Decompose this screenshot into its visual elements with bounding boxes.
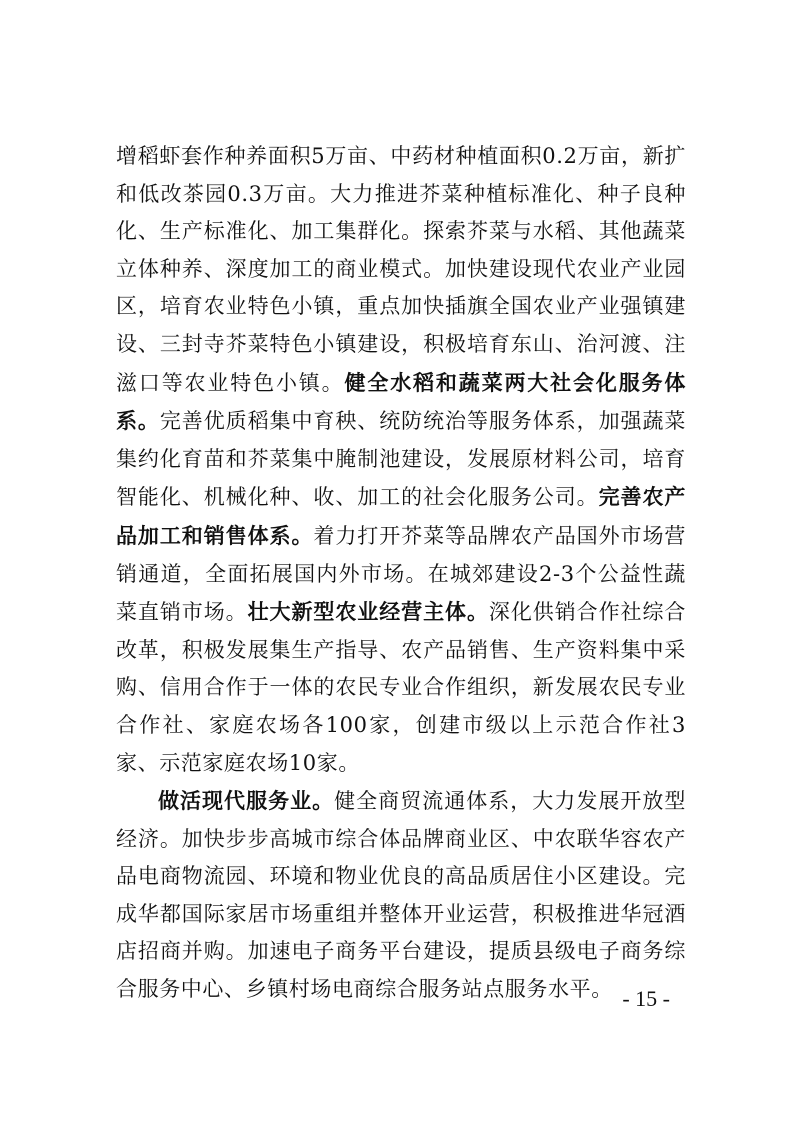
paragraph-text: 完善优质稻集中育秧、统防统治等服务体系，加强蔬菜集约化育苗和芥菜集中腌制池建设，发展原材料公司，培育智能化、机械化种、收、加工的社会化服务公司。: [116, 409, 686, 510]
page-number: - 15 -: [622, 986, 670, 1011]
paragraph-text: 增稻虾套作种养面积5万亩、中药材种植面积0.2万亩，新扩和低改茶园0.3万亩。大力推进芥菜种植标准化、种子良种化、生产标准化、加工集群化。探索芥菜与水稻、其他蔬菜立体种养、深度加工的商业模式。加快建设现代农业产业园区，培育农业特色小镇，重点加快插旗全国农业产业强镇建设、三封寺芥菜特色小镇建设，积极培育东山、治河渡、注滋口等农业特色小镇。: [116, 144, 686, 395]
section-heading-processing-sales: 完善农产品加工和销售体系。: [116, 484, 687, 548]
paragraph-text: 深化供销合作社综合改革，积极发展集生产指导、农产品销售、生产资料集中采购、信用合作于一体的农民专业合作组织，新发展农民专业合作社、家庭农场各100家，创建市级以上示范合作社3家、示范家庭农场10家。: [116, 600, 686, 775]
section-heading-modern-services: 做活现代服务业。: [158, 788, 335, 814]
document-body: [116, 138, 686, 1009]
body-paragraph-agriculture: [116, 138, 686, 782]
section-heading-services: 健全水稻和蔬菜两大社会化服务体系。: [116, 369, 686, 434]
section-heading-business-entities: 壮大新型农业经营主体。: [247, 599, 489, 625]
body-paragraph-services: [116, 782, 686, 1009]
paragraph-text: 健全商贸流通体系，大力发展开放型经济。加快步步高城市综合体品牌商业区、中农联华容农产品电商物流园、环境和物业优良的高品质居住小区建设。完成华都国际家居市场重组并整体开业运营，积极推进华冠酒店招商并购。加速电子商务平台建设，提质县级电子商务综合服务中心、乡镇村场电商综合服务站点服务水平。: [116, 789, 686, 1002]
paragraph-text: 着力打开芥菜等品牌农产品国外市场营销通道，全面拓展国内外市场。在城郊建设2-3个公益性蔬菜直销市场。: [116, 523, 686, 625]
